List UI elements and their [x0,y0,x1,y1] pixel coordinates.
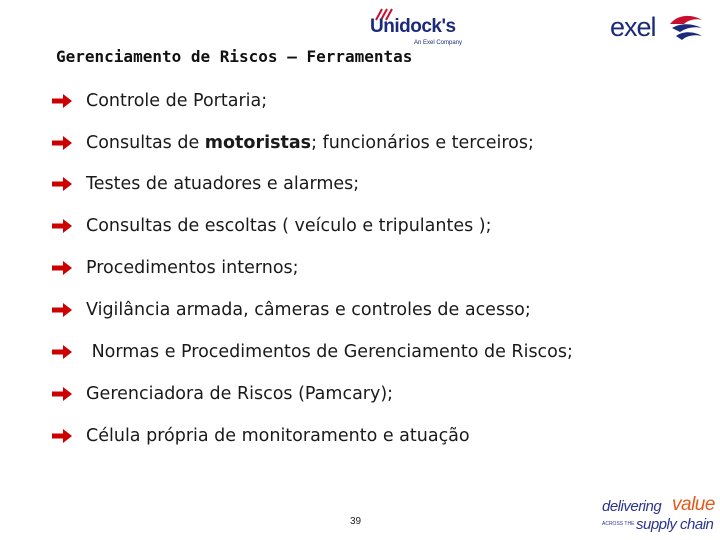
arrow-right-icon [52,94,72,108]
list-item [52,211,492,241]
list-item-text-emphasis: motoristas [204,133,312,153]
arrow-right-icon [52,303,72,317]
tagline-word-value: value [672,494,715,515]
tagline-word-delivering: delivering [602,498,662,515]
unidocks-logo [368,8,468,48]
tagline-logo [602,496,716,536]
exel-swirl-icon [666,12,706,42]
arrow-right-icon [52,261,72,275]
unidocks-logo-text: Unidock's [370,16,456,37]
list-item-text: Célula própria de monitoramento e atuação [86,426,470,446]
list-item [52,86,267,116]
arrow-right-icon [52,177,72,191]
page-number: 39 [350,516,362,527]
tagline-word-supply-chain: supply chain [636,516,714,533]
list-item [52,379,393,409]
list-item-text-end: ; funcionários e terceiros; [311,133,534,153]
arrow-right-icon [52,429,72,443]
list-item-text [86,133,534,153]
list-item-text: Testes de atuadores e alarmes; [86,174,360,194]
list-item-text: Consultas de escoltas ( veículo e tripulantes ); [86,216,492,236]
unidocks-logo-subtitle: An Exel Company [414,40,463,46]
list-item [52,253,299,283]
list-item-text-start: Consultas de [86,133,205,153]
arrow-right-icon [52,136,72,150]
list-item-text: Normas e Procedimentos de Gerenciamento de Riscos; [86,342,573,362]
arrow-right-icon [52,345,72,359]
list-item [52,421,470,451]
list-item-text: Controle de Portaria; [86,91,268,111]
list-item-text: Vigilância armada, câmeras e controles de acesso; [86,300,531,320]
list-item [52,337,573,367]
list-item-text: Procedimentos internos; [86,258,299,278]
list-item [52,295,531,325]
list-item [52,128,534,158]
list-item-text: Gerenciadora de Riscos (Pamcary); [86,384,394,404]
list-item [52,169,359,199]
exel-logo [610,10,706,44]
slide-title: Gerenciamento de Riscos – Ferramentas [56,47,413,66]
arrow-right-icon [52,219,72,233]
exel-logo-text: exel [610,12,656,42]
arrow-right-icon [52,387,72,401]
tagline-small-text: ACROSS THE [602,521,635,527]
